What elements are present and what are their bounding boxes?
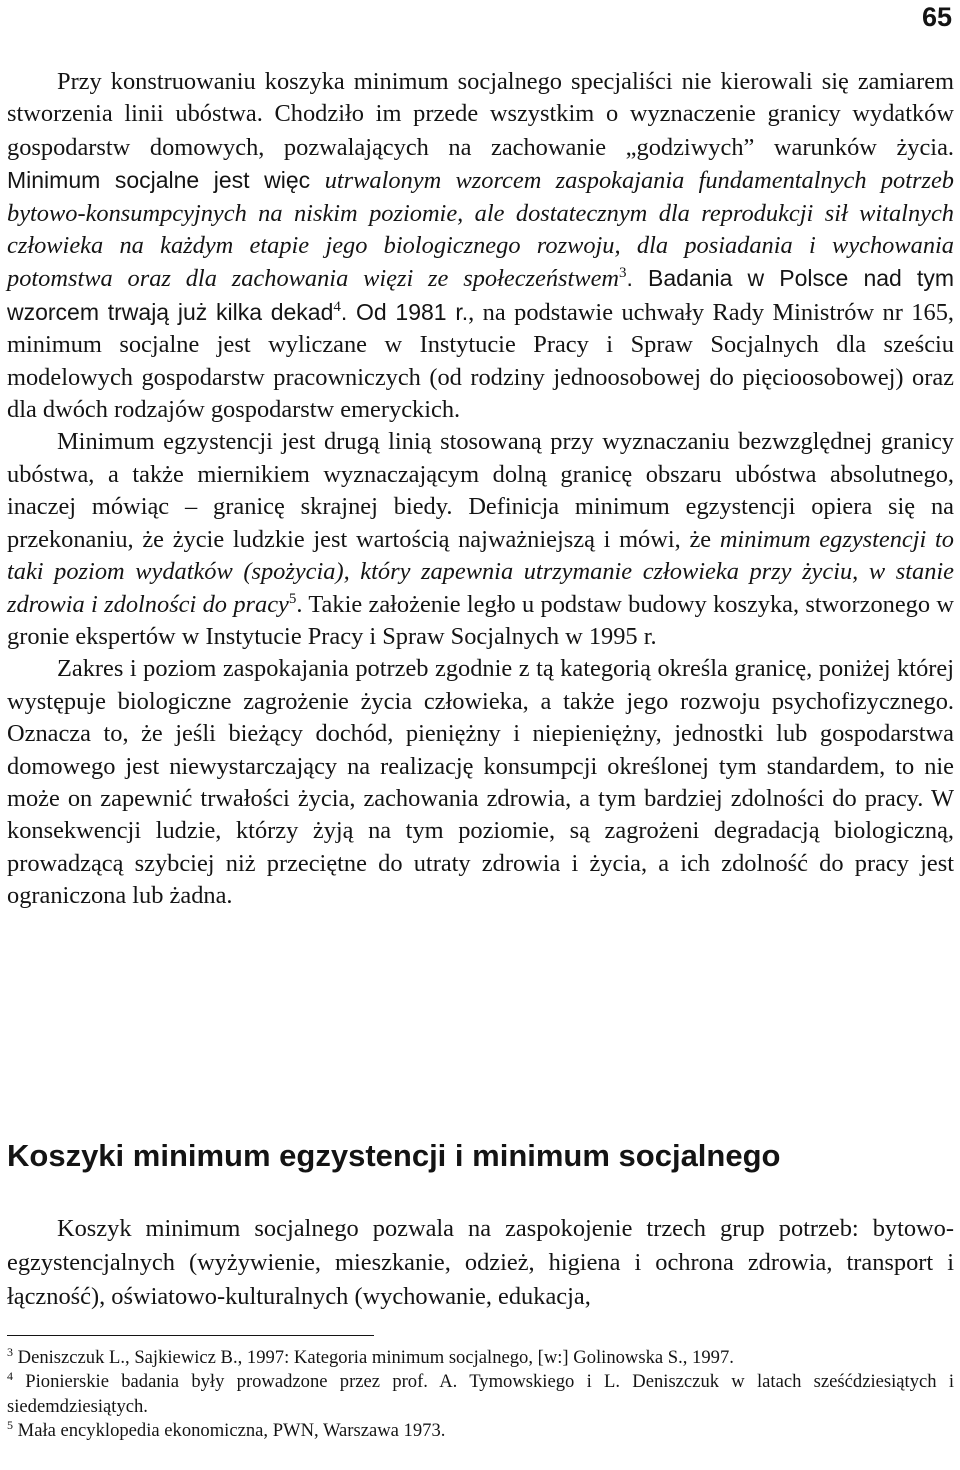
- footnote-ref-4: 4: [333, 298, 341, 315]
- footnote-text: Pionierskie badania były prowadzone przez prof. A. Tymowskiego i L. Deniszczuk w latach sześćdziesiątych i siedemdziesiątych.: [7, 1371, 954, 1417]
- paragraph-scope: [7, 653, 954, 912]
- section-heading: Koszyki minimum egzystencji i minimum socjalnego: [7, 1138, 781, 1173]
- text-run-sans: . Od 1981 r.: [340, 298, 469, 325]
- paragraph-social-minimum: [7, 66, 954, 426]
- footnote: [7, 1419, 954, 1443]
- text-run: Minimum egzystencji jest drugą linią stosowaną przy wyznaczaniu bezwzględnej granicy ubóstwa, a także miernikiem wyznaczającym dolną granicę obszaru ubóstwa absolutnego, inaczej mówiąc – granicę skrajnej biedy. Definicja minimum egzystencji opiera się na przekonaniu, że życie ludzkie jest wartością najważniejszą i mówi, że: [7, 428, 954, 553]
- page-number: 65: [921, 2, 952, 32]
- paragraph-existence-minimum: [7, 426, 954, 653]
- body-text: [7, 66, 954, 913]
- definition-italic: minimum egzystencji to taki poziom wydatków (spożycia), który zapewnia utrzymanie człowieka przy życiu, w stanie zdrowia i zdolności do pracy: [7, 525, 954, 618]
- footnote: [7, 1370, 954, 1419]
- footnote-separator: [7, 1335, 374, 1336]
- text-run-sans: . Badania w Polsce nad tym wzorcem trwają już kilka dekad: [7, 265, 954, 325]
- footnote-text: Mała encyklopedia ekonomiczna, PWN, Warszawa 1973.: [17, 1420, 446, 1442]
- text-run: , na podstawie uchwały Rady Ministrów nr 165, minimum socjalne jest wyliczane w Instytucie Pracy i Spraw Socjalnych dla sześciu modelowych gospodarstw pracowniczych (od rodziny jednoosobowej do pięcioosobowej) oraz dla dwóch rodzajów gospodarstw emeryckich.: [7, 298, 954, 424]
- footnotes: [7, 1346, 954, 1444]
- text-run: . Takie założenie legło u podstaw budowy koszyka, stworzonego w gronie ekspertów w Instytucie Pracy i Spraw Socjalnych w 1995 r.: [7, 590, 954, 650]
- text-run-sans: Minimum socjalne jest więc: [7, 167, 325, 194]
- footnote-number: 5: [7, 1418, 13, 1433]
- footnote-text: Deniszczuk L., Sajkiewicz B., 1997: Kategoria minimum socjalnego, [w:] Golinowska S., 1997.: [17, 1347, 734, 1368]
- footnote-ref-5: 5: [288, 590, 297, 607]
- text-run: Przy konstruowaniu koszyka minimum socjalnego specjaliści nie kierowali się zamiarem stworzenia linii ubóstwa. Chodziło im przede wszystkim o wyznaczenie granicy wydatków gospodarstw domowych, pozwalających na zachowanie „godziwych” warunków życia.: [7, 68, 954, 161]
- footnote-ref-3: 3: [619, 265, 627, 282]
- footnote: [7, 1346, 954, 1370]
- footnote-number: 4: [7, 1369, 13, 1384]
- footnote-number: 3: [7, 1344, 13, 1359]
- definition-italic: utrwalonym wzorcem zaspokajania fundamentalnych potrzeb bytowo-konsumpcyjnych na niskim poziomie, ale dostatecznym dla reprodukcji sił witalnych człowieka na każdym etapie jego biologicznego rozwoju, dla posiadania i wychowania potomstwa oraz dla zachowania więzi ze społeczeństwem: [7, 167, 954, 293]
- text-run: Zakres i poziom zaspokajania potrzeb zgodnie z tą kategorią określa granicę, poniżej której występuje biologiczne zagrożenie życia człowieka, a także jego rozwoju psychofizycznego. Oznacza to, że jeśli bieżący dochód, pieniężny i niepieniężny, jednostki lub gospodarstwa domowego jest niewystarczający na realizację konsumpcji określonej tym standardem, to nie może on zapewnić trwałości życia, zachowania zdrowia, a tym bardziej zdolności do pracy. W konsekwencji ludzie, którzy żyją na tym poziomie, są zagrożeni degradacją biologiczną, prowadzącą szybciej niż przeciętne do utraty zdrowia i życia, a ich zdolność do pracy jest ograniczona lub żadna.: [7, 655, 954, 910]
- paragraph-basket: Koszyk minimum socjalnego pozwala na zaspokojenie trzech grup potrzeb: bytowo-egzystencjalnych (wyżywienie, mieszkanie, odzież, higiena i ochrona zdrowia, transport i łączność), oświatowo-kulturalnych (wychowanie, edukacja,: [7, 1215, 954, 1310]
